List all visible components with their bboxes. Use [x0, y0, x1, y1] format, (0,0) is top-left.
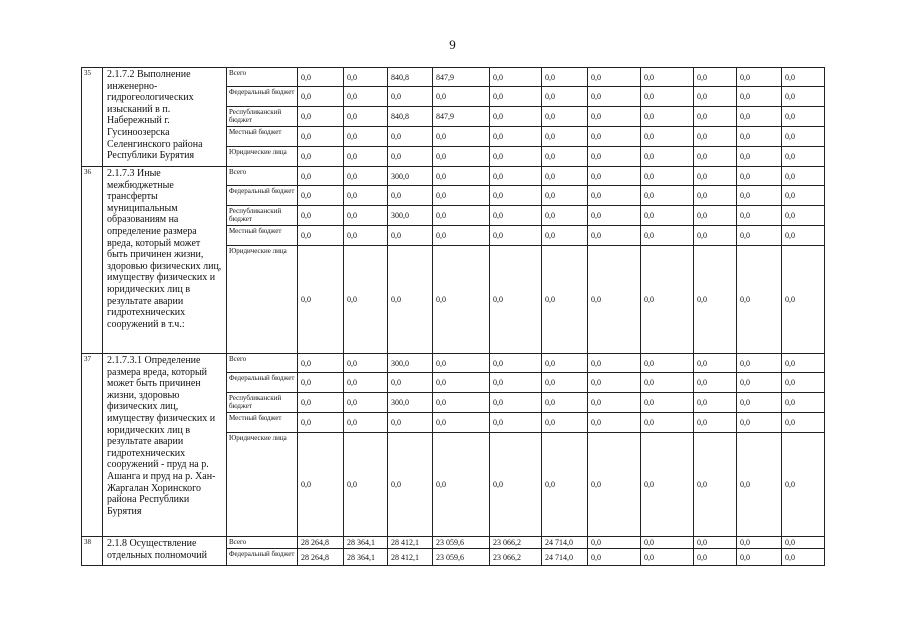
value-cell: 0,0: [490, 393, 542, 413]
value-cell: 0,0: [737, 413, 782, 433]
value-cell: 23 059,6: [433, 537, 490, 549]
value-cell: 0,0: [490, 87, 542, 107]
value-cell: 0,0: [694, 413, 737, 433]
value-cell: 0,0: [782, 147, 825, 167]
value-cell: 0,0: [298, 127, 344, 147]
funding-source: Всего: [227, 354, 298, 373]
value-cell: 0,0: [782, 549, 825, 566]
funding-source: Юридические лица: [227, 433, 298, 537]
value-cell: 0,0: [542, 127, 588, 147]
value-cell: 0,0: [344, 373, 388, 393]
value-cell: 0,0: [588, 413, 641, 433]
value-cell: 0,0: [588, 393, 641, 413]
value-cell: 0,0: [433, 167, 490, 186]
value-cell: 0,0: [641, 537, 694, 549]
value-cell: 0,0: [298, 246, 344, 354]
value-cell: 0,0: [388, 373, 433, 393]
value-cell: 0,0: [782, 68, 825, 87]
value-cell: 0,0: [588, 87, 641, 107]
value-cell: 0,0: [490, 226, 542, 246]
value-cell: 0,0: [388, 127, 433, 147]
value-cell: 0,0: [542, 413, 588, 433]
table-row: [82, 68, 825, 87]
value-cell: 0,0: [694, 246, 737, 354]
value-cell: 0,0: [782, 186, 825, 206]
measure-name: 2.1.8 Осуществление отдельных полномочий: [103, 537, 227, 566]
value-cell: 0,0: [298, 186, 344, 206]
value-cell: 0,0: [737, 537, 782, 549]
value-cell: 0,0: [298, 107, 344, 127]
value-cell: 0,0: [433, 354, 490, 373]
funding-source: Местный бюджет: [227, 413, 298, 433]
value-cell: 0,0: [737, 186, 782, 206]
value-cell: 0,0: [433, 87, 490, 107]
value-cell: 0,0: [433, 127, 490, 147]
value-cell: 0,0: [433, 186, 490, 206]
row-number: 36: [82, 167, 103, 354]
value-cell: 0,0: [344, 127, 388, 147]
value-cell: 0,0: [344, 433, 388, 537]
value-cell: 0,0: [298, 68, 344, 87]
budget-table: [81, 67, 825, 566]
value-cell: 0,0: [737, 226, 782, 246]
value-cell: 0,0: [694, 87, 737, 107]
value-cell: 0,0: [542, 226, 588, 246]
value-cell: 0,0: [344, 413, 388, 433]
value-cell: 0,0: [641, 147, 694, 167]
value-cell: 0,0: [588, 537, 641, 549]
value-cell: 0,0: [588, 354, 641, 373]
value-cell: 0,0: [542, 206, 588, 226]
value-cell: 0,0: [694, 147, 737, 167]
value-cell: 0,0: [298, 206, 344, 226]
value-cell: 0,0: [433, 413, 490, 433]
value-cell: 0,0: [782, 433, 825, 537]
value-cell: 0,0: [433, 373, 490, 393]
value-cell: 0,0: [388, 226, 433, 246]
value-cell: 0,0: [588, 127, 641, 147]
funding-source: Федеральный бюджет: [227, 373, 298, 393]
value-cell: 0,0: [344, 87, 388, 107]
value-cell: 0,0: [490, 413, 542, 433]
value-cell: 0,0: [298, 226, 344, 246]
funding-source: Федеральный бюджет: [227, 87, 298, 107]
funding-source: Федеральный бюджет: [227, 186, 298, 206]
value-cell: 28 412,1: [388, 549, 433, 566]
value-cell: 0,0: [433, 206, 490, 226]
table-row: [82, 537, 825, 549]
value-cell: 0,0: [433, 246, 490, 354]
value-cell: 0,0: [641, 186, 694, 206]
value-cell: 0,0: [737, 68, 782, 87]
value-cell: 0,0: [641, 68, 694, 87]
value-cell: 0,0: [490, 127, 542, 147]
value-cell: 0,0: [542, 354, 588, 373]
value-cell: 0,0: [694, 186, 737, 206]
value-cell: 0,0: [641, 87, 694, 107]
value-cell: 0,0: [388, 413, 433, 433]
value-cell: 0,0: [433, 393, 490, 413]
value-cell: 0,0: [588, 373, 641, 393]
table-row: [82, 354, 825, 373]
value-cell: 0,0: [542, 68, 588, 87]
value-cell: 0,0: [298, 433, 344, 537]
value-cell: 0,0: [344, 186, 388, 206]
value-cell: 0,0: [490, 246, 542, 354]
value-cell: 0,0: [542, 147, 588, 167]
value-cell: 300,0: [388, 393, 433, 413]
value-cell: 28 364,1: [344, 549, 388, 566]
funding-source: Местный бюджет: [227, 226, 298, 246]
table-row: [82, 167, 825, 186]
value-cell: 847,9: [433, 107, 490, 127]
value-cell: 840,8: [388, 107, 433, 127]
value-cell: 0,0: [588, 433, 641, 537]
value-cell: 24 714,0: [542, 549, 588, 566]
value-cell: 0,0: [737, 393, 782, 413]
value-cell: 0,0: [298, 87, 344, 107]
value-cell: 0,0: [641, 246, 694, 354]
value-cell: 0,0: [782, 107, 825, 127]
value-cell: 0,0: [490, 147, 542, 167]
value-cell: 0,0: [737, 549, 782, 566]
value-cell: 0,0: [542, 167, 588, 186]
value-cell: 0,0: [737, 147, 782, 167]
value-cell: 23 066,2: [490, 537, 542, 549]
value-cell: 0,0: [490, 354, 542, 373]
value-cell: 0,0: [388, 87, 433, 107]
value-cell: 0,0: [737, 246, 782, 354]
value-cell: 0,0: [694, 537, 737, 549]
funding-source: Юридические лица: [227, 147, 298, 167]
funding-source: Всего: [227, 537, 298, 549]
value-cell: 0,0: [542, 186, 588, 206]
value-cell: 0,0: [344, 107, 388, 127]
value-cell: 0,0: [641, 549, 694, 566]
value-cell: 0,0: [490, 107, 542, 127]
value-cell: 0,0: [490, 186, 542, 206]
value-cell: 0,0: [641, 393, 694, 413]
value-cell: 0,0: [588, 246, 641, 354]
value-cell: 0,0: [490, 206, 542, 226]
value-cell: 0,0: [641, 354, 694, 373]
value-cell: 0,0: [694, 206, 737, 226]
row-number: 37: [82, 354, 103, 537]
value-cell: 0,0: [388, 433, 433, 537]
value-cell: 28 264,8: [298, 549, 344, 566]
value-cell: 0,0: [344, 147, 388, 167]
value-cell: 0,0: [588, 206, 641, 226]
value-cell: 0,0: [737, 206, 782, 226]
value-cell: 0,0: [344, 167, 388, 186]
value-cell: 300,0: [388, 206, 433, 226]
measure-name: 2.1.7.3.1 Определение размера вреда, который может быть причинен жизни, здоровью физических лиц, имуществу физических и юридических лиц в результате аварии гидротехнических сооружений - пруд на р. Ашанга и пруд на р. Хан-Жаргалан Хоринского района Республики Бурятия: [103, 354, 227, 537]
value-cell: 0,0: [694, 433, 737, 537]
value-cell: 0,0: [298, 354, 344, 373]
value-cell: 0,0: [737, 433, 782, 537]
value-cell: 300,0: [388, 354, 433, 373]
value-cell: 0,0: [782, 373, 825, 393]
value-cell: 0,0: [298, 393, 344, 413]
value-cell: 300,0: [388, 167, 433, 186]
value-cell: 0,0: [782, 354, 825, 373]
value-cell: 0,0: [737, 107, 782, 127]
value-cell: 0,0: [694, 549, 737, 566]
value-cell: 0,0: [433, 147, 490, 167]
funding-source: Местный бюджет: [227, 127, 298, 147]
value-cell: 0,0: [694, 373, 737, 393]
funding-source: Республиканский бюджет: [227, 107, 298, 127]
value-cell: 0,0: [694, 127, 737, 147]
measure-name: 2.1.7.3 Иные межбюджетные трансферты муниципальным образованиям на определение размера вреда, который может быть причинен жизни, здоровью физических лиц, имуществу физических и юридических лиц в результате аварии гидротехнических сооружений в т.ч.:: [103, 167, 227, 354]
value-cell: 0,0: [641, 226, 694, 246]
value-cell: 0,0: [490, 167, 542, 186]
value-cell: 0,0: [588, 147, 641, 167]
value-cell: 0,0: [782, 413, 825, 433]
value-cell: 0,0: [388, 186, 433, 206]
value-cell: 0,0: [641, 127, 694, 147]
measure-name: 2.1.7.2 Выполнение инженерно-гидрогеологических изысканий в п. Набережный г. Гусиноозерска Селенгинского района Республики Бурятия: [103, 68, 227, 167]
value-cell: 0,0: [542, 107, 588, 127]
value-cell: 0,0: [641, 433, 694, 537]
value-cell: 0,0: [298, 147, 344, 167]
value-cell: 0,0: [588, 549, 641, 566]
value-cell: 0,0: [388, 246, 433, 354]
value-cell: 28 364,1: [344, 537, 388, 549]
value-cell: 0,0: [694, 167, 737, 186]
value-cell: 28 412,1: [388, 537, 433, 549]
value-cell: 0,0: [588, 107, 641, 127]
value-cell: 0,0: [433, 433, 490, 537]
value-cell: 0,0: [542, 393, 588, 413]
value-cell: 28 264,8: [298, 537, 344, 549]
value-cell: 0,0: [298, 167, 344, 186]
value-cell: 0,0: [490, 373, 542, 393]
value-cell: 0,0: [782, 537, 825, 549]
row-number: 35: [82, 68, 103, 167]
value-cell: 0,0: [344, 393, 388, 413]
value-cell: 23 059,6: [433, 549, 490, 566]
value-cell: 0,0: [388, 147, 433, 167]
value-cell: 0,0: [737, 87, 782, 107]
value-cell: 840,8: [388, 68, 433, 87]
value-cell: 0,0: [694, 107, 737, 127]
value-cell: 0,0: [694, 354, 737, 373]
value-cell: 0,0: [542, 87, 588, 107]
row-number: 38: [82, 537, 103, 566]
value-cell: 0,0: [490, 433, 542, 537]
value-cell: 847,9: [433, 68, 490, 87]
value-cell: 0,0: [588, 68, 641, 87]
value-cell: 0,0: [641, 167, 694, 186]
value-cell: 0,0: [490, 68, 542, 87]
funding-source: Республиканский бюджет: [227, 393, 298, 413]
funding-source: Всего: [227, 167, 298, 186]
value-cell: 0,0: [782, 393, 825, 413]
value-cell: 24 714,0: [542, 537, 588, 549]
value-cell: 0,0: [782, 167, 825, 186]
value-cell: 0,0: [782, 127, 825, 147]
value-cell: 0,0: [782, 246, 825, 354]
value-cell: 0,0: [782, 206, 825, 226]
value-cell: 0,0: [433, 226, 490, 246]
value-cell: 0,0: [344, 68, 388, 87]
value-cell: 0,0: [588, 167, 641, 186]
funding-source: Юридические лица: [227, 246, 298, 354]
value-cell: 0,0: [737, 127, 782, 147]
value-cell: 0,0: [782, 226, 825, 246]
value-cell: 0,0: [694, 393, 737, 413]
value-cell: 0,0: [344, 246, 388, 354]
value-cell: 0,0: [298, 413, 344, 433]
value-cell: 0,0: [641, 373, 694, 393]
value-cell: 0,0: [542, 433, 588, 537]
value-cell: 0,0: [782, 87, 825, 107]
value-cell: 0,0: [344, 206, 388, 226]
value-cell: 0,0: [588, 226, 641, 246]
page-number: 9: [449, 37, 456, 52]
funding-source: Федеральный бюджет: [227, 549, 298, 566]
value-cell: 0,0: [298, 373, 344, 393]
value-cell: 0,0: [694, 68, 737, 87]
value-cell: 23 066,2: [490, 549, 542, 566]
value-cell: 0,0: [694, 226, 737, 246]
value-cell: 0,0: [542, 373, 588, 393]
value-cell: 0,0: [588, 186, 641, 206]
value-cell: 0,0: [641, 413, 694, 433]
value-cell: 0,0: [641, 206, 694, 226]
funding-source: Республиканский бюджет: [227, 206, 298, 226]
value-cell: 0,0: [737, 167, 782, 186]
value-cell: 0,0: [344, 354, 388, 373]
value-cell: 0,0: [641, 107, 694, 127]
value-cell: 0,0: [737, 354, 782, 373]
value-cell: 0,0: [344, 226, 388, 246]
value-cell: 0,0: [542, 246, 588, 354]
value-cell: 0,0: [737, 373, 782, 393]
funding-source: Всего: [227, 68, 298, 87]
